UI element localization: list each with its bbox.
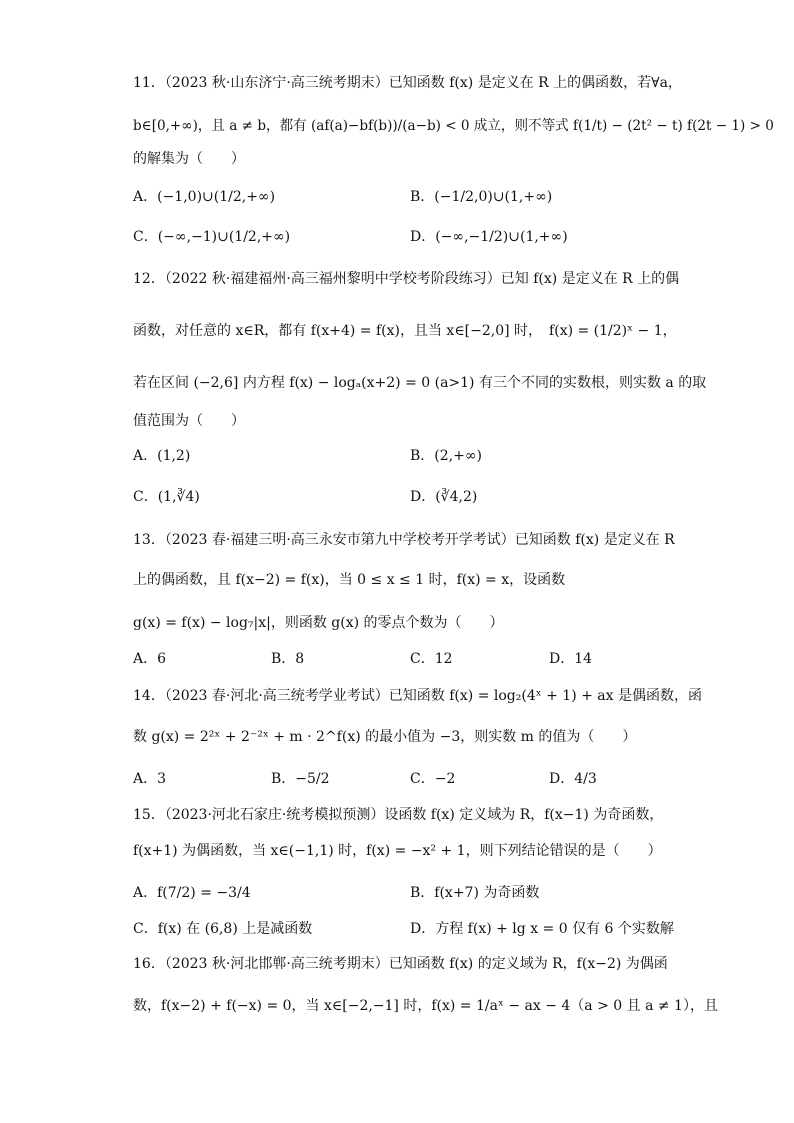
q13-line-2: 上的偶函数，且 f(x−2) = f(x)，当 0 ≤ x ≤ 1 时，f(x) = x，设函数 xyxy=(133,572,566,588)
q14-option-b: B．−5/2 xyxy=(271,771,330,787)
q13-option-d: D．14 xyxy=(549,651,593,667)
q13-option-b: B．8 xyxy=(271,651,305,667)
q13-option-a: A．6 xyxy=(133,651,167,667)
q15-option-d: D．方程 f(x) + lg x = 0 仅有 6 个实数解 xyxy=(410,921,674,937)
q12-line-2: 函数，对任意的 x∈R，都有 f(x+4) = f(x)，且当 x∈[−2,0] 时， f(x) = (1/2)ˣ − 1， xyxy=(133,323,677,339)
q14-option-a: A．3 xyxy=(133,771,167,787)
q13-line-3: g(x) = f(x) − log₇|x|，则函数 g(x) 的零点个数为（ ） xyxy=(133,615,504,631)
q12-option-c: C．(1,∛4) xyxy=(133,489,200,505)
q12-option-a: A．(1,2) xyxy=(133,448,191,464)
q11-option-d: D．(−∞,−1/2)∪(1,+∞) xyxy=(410,229,568,245)
q12-line-4: 值范围为（ ） xyxy=(133,413,245,429)
q15-option-a: A．f(7/2) = −3/4 xyxy=(133,885,251,901)
q13-line-1: 13．（2023 春·福建三明·高三永安市第九中学校考开学考试）已知函数 f(x) 是定义在 R xyxy=(133,532,675,548)
q11-line-1: 11．（2023 秋·山东济宁·高三统考期末）已知函数 f(x) 是定义在 R 上的偶函数，若∀a， xyxy=(133,75,682,91)
q11-line-2: b∈[0,+∞)，且 a ≠ b，都有 (af(a)−bf(b))/(a−b) < 0 成立，则不等式 f(1/t) − (2t² − t) f(2t − 1) > 0 xyxy=(133,118,774,134)
q14-option-c: C．−2 xyxy=(410,771,456,787)
q15-option-c: C．f(x) 在 (6,8) 上是减函数 xyxy=(133,921,313,937)
q12-option-d: D．(∛4,2) xyxy=(410,489,478,505)
q16-line-1: 16．（2023 秋·河北邯郸·高三统考期末）已知函数 f(x) 的定义域为 R，f(x−2) 为偶函 xyxy=(133,956,668,972)
q11-line-3: 的解集为（ ） xyxy=(133,151,245,167)
q11-option-a: A．(−1,0)∪(1/2,+∞) xyxy=(133,189,276,205)
q14-line-2: 数 g(x) = 2²ˣ + 2⁻²ˣ + m · 2^f(x) 的最小值为 −3，则实数 m 的值为（ ） xyxy=(133,729,637,745)
q12-option-b: B．(2,+∞) xyxy=(410,448,482,464)
q15-line-1: 15．（2023·河北石家庄·统考模拟预测）设函数 f(x) 定义域为 R，f(x−1) 为奇函数， xyxy=(133,807,664,823)
q16-line-2: 数，f(x−2) + f(−x) = 0，当 x∈[−2,−1] 时，f(x) = 1/aˣ − ax − 4（a > 0 且 a ≠ 1），且 xyxy=(133,998,718,1014)
q11-option-c: C．(−∞,−1)∪(1/2,+∞) xyxy=(133,229,291,245)
q12-line-3: 若在区间 (−2,6] 内方程 f(x) − logₐ(x+2) = 0 (a>1) 有三个不同的实数根，则实数 a 的取 xyxy=(133,375,707,391)
q13-option-c: C．12 xyxy=(410,651,453,667)
q14-line-1: 14．（2023 春·河北·高三统考学业考试）已知函数 f(x) = log₂(4ˣ + 1) + ax 是偶函数，函 xyxy=(133,688,702,704)
q15-line-2: f(x+1) 为偶函数，当 x∈(−1,1) 时，f(x) = −x² + 1，则下列结论错误的是（ ） xyxy=(133,843,662,859)
q12-line-1: 12．（2022 秋·福建福州·高三福州黎明中学校考阶段练习）已知 f(x) 是定义在 R 上的偶 xyxy=(133,271,680,287)
q15-option-b: B．f(x+7) 为奇函数 xyxy=(410,885,540,901)
q14-option-d: D．4/3 xyxy=(549,771,597,787)
q11-option-b: B．(−1/2,0)∪(1,+∞) xyxy=(410,189,553,205)
